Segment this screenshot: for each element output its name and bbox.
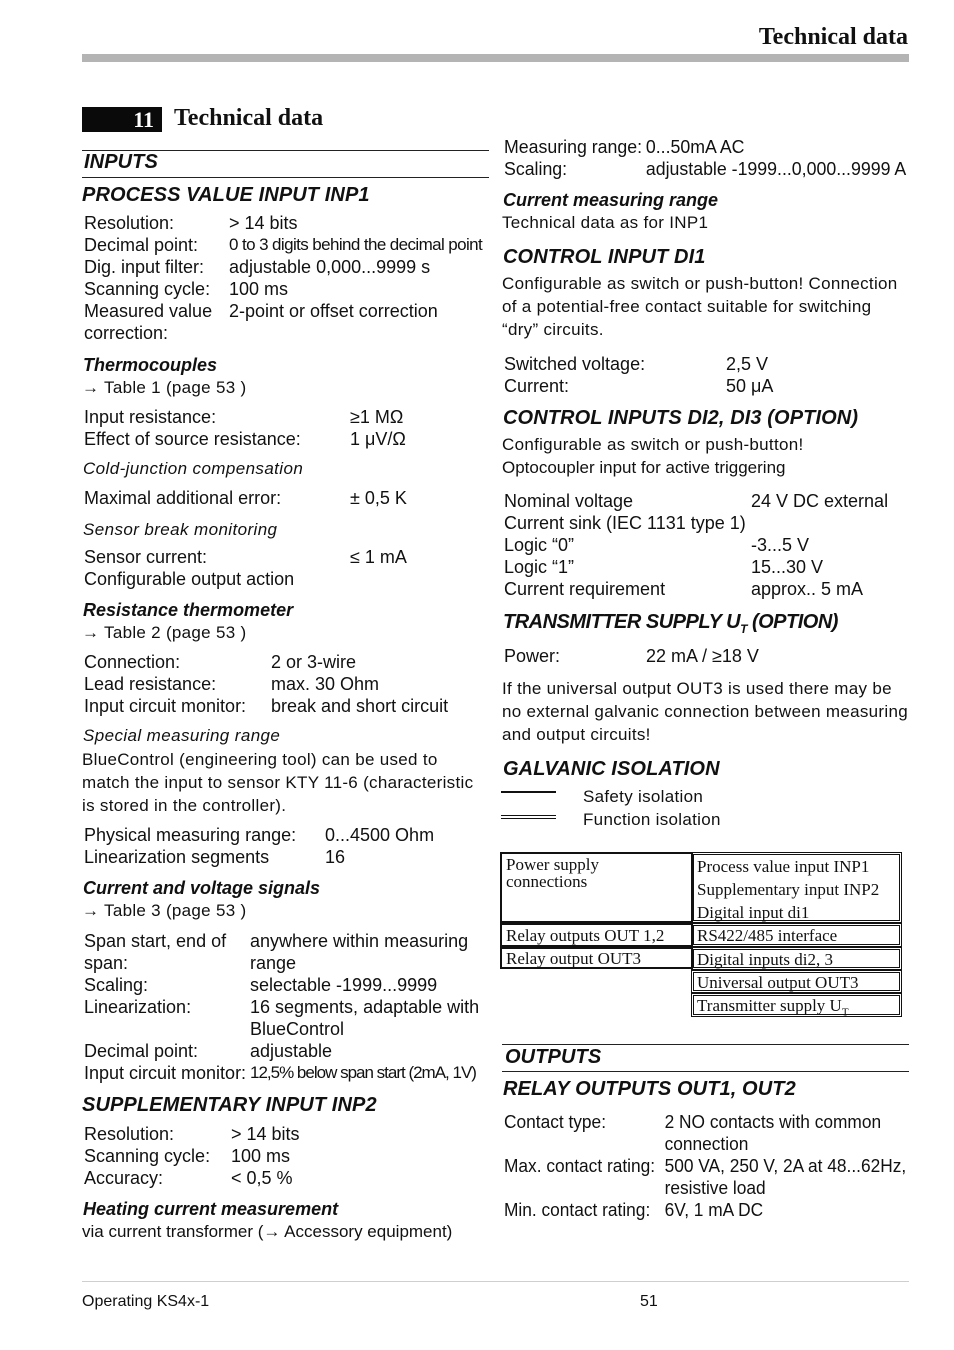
inputs-bottom-rule <box>82 177 489 178</box>
kv-row <box>504 556 888 578</box>
function-isolation-line-a <box>501 815 556 816</box>
kv-key: Scanning cycle: <box>84 1146 211 1166</box>
kv-value: ≥1 MΩ <box>350 407 404 427</box>
kv-key: Lead resistance: <box>84 674 217 694</box>
kv-key: Span start, end of <box>84 931 227 951</box>
kv-key: Current: <box>504 376 570 396</box>
range-table <box>504 136 906 180</box>
cmr-text: Technical data as for INP1 <box>502 213 709 232</box>
kv-row <box>84 673 448 695</box>
cv-table <box>84 930 479 1084</box>
rtd-table <box>84 651 448 717</box>
kv-value: 0...4500 Ohm <box>325 825 435 845</box>
kv-row <box>84 996 479 1018</box>
kv-key: Dig. input filter: <box>84 257 205 277</box>
kv-key: Scanning cycle: <box>84 279 211 299</box>
special-table <box>84 824 434 868</box>
kv-key: Decimal point: <box>84 1041 199 1061</box>
kv-value: 2,5 V <box>726 354 769 374</box>
kv-row <box>84 428 406 450</box>
iso-transmitter-text: Transmitter supply U <box>697 996 842 1015</box>
kv-key: Configurable output action <box>84 569 295 589</box>
kv-key: Power: <box>504 646 561 666</box>
kv-row <box>84 278 482 300</box>
kv-key: Linearization segments <box>84 847 270 867</box>
kv-row <box>504 534 888 556</box>
thermo-heading: Thermocouples <box>83 355 218 375</box>
special-heading: Special measuring range <box>83 726 281 745</box>
special-text: BlueControl (engineering tool) can be used to match the input to sensor KTY 11-6 (characteristic is stored in the controller). <box>82 750 474 815</box>
kv-key: Max. contact rating: <box>504 1156 656 1176</box>
kv-value: 24 V DC external <box>751 491 889 511</box>
kv-key: Effect of source resistance: <box>84 429 301 449</box>
safety-isolation-line <box>501 791 556 793</box>
kv-row <box>84 1040 479 1062</box>
kv-row <box>504 1177 906 1199</box>
kv-row <box>84 234 482 256</box>
kv-key: Resolution: <box>84 213 175 233</box>
ts-heading-text: TRANSMITTER SUPPLY U <box>503 611 741 633</box>
di23-table <box>504 490 888 600</box>
kv-value: 100 ms <box>229 279 289 299</box>
kv-row <box>84 406 406 428</box>
kv-value: ± 0,5 K <box>350 488 407 508</box>
kv-row <box>84 846 434 868</box>
kv-key: Resolution: <box>84 1124 175 1144</box>
di23-line1: Configurable as switch or push-button! <box>502 435 804 454</box>
kv-key: correction: <box>84 323 169 343</box>
sensor-table <box>84 546 407 590</box>
chapter-title: Technical data <box>174 105 324 131</box>
kv-key: Measured value <box>84 301 213 321</box>
kv-key: Accuracy: <box>84 1168 164 1188</box>
kv-value: max. 30 Ohm <box>271 674 380 694</box>
inp1-heading: PROCESS VALUE INPUT INP1 <box>82 184 370 206</box>
kv-value: ≤ 1 mA <box>350 547 407 567</box>
kv-value: 2-point or offset correction <box>229 301 438 321</box>
kv-value: 100 ms <box>231 1146 291 1166</box>
di1-heading: CONTROL INPUT DI1 <box>503 246 706 268</box>
kv-value: 0...50mA AC <box>645 137 745 157</box>
kv-row <box>504 375 773 397</box>
iso-universal-output: Universal output OUT3 <box>691 970 902 993</box>
kv-value: connection <box>664 1134 749 1154</box>
kv-value: 12,5% below span start (2mA, 1V) <box>250 1063 476 1082</box>
kv-row <box>504 1133 906 1155</box>
heat-heading: Heating current measurement <box>83 1199 339 1219</box>
heat-text: via current transformer (→ Accessory equipment) <box>82 1222 453 1241</box>
kv-row <box>84 695 448 717</box>
kv-row <box>504 490 888 512</box>
kv-value: BlueControl <box>250 1019 345 1039</box>
header-title: Technical data <box>758 24 908 50</box>
kv-key: Current requirement <box>504 579 666 599</box>
kv-value: 2 or 3-wire <box>271 652 357 672</box>
kv-key: Input circuit monitor: <box>84 1063 247 1083</box>
ts-text: If the universal output OUT3 is used there may be no external galvanic connection between measuring and output circuits! <box>502 679 908 744</box>
outputs-top-rule <box>502 1044 909 1045</box>
kv-row <box>84 930 479 952</box>
cmr-heading: Current measuring range <box>503 190 719 210</box>
cv-ref: → Table 3 (page 53 ) <box>82 901 247 920</box>
kv-key: Decimal point: <box>84 235 199 255</box>
di1-text: Configurable as switch or push-button! Connection of a potential-free contact suitable for switching “dry” circuits. <box>502 274 898 339</box>
function-isolation-label: Function isolation <box>583 810 721 829</box>
kv-row <box>84 256 482 278</box>
cold-table <box>84 487 407 509</box>
footer-page-number: 51 <box>640 1293 658 1310</box>
kv-key: Min. contact rating: <box>504 1200 651 1220</box>
kv-row <box>504 136 906 158</box>
kv-value: > 14 bits <box>229 213 298 233</box>
kv-row <box>504 353 773 375</box>
sensor-heading: Sensor break monitoring <box>83 520 278 539</box>
ts-table <box>504 645 759 667</box>
kv-value: adjustable 0,000...9999 s <box>229 257 431 277</box>
kv-value: 15...30 V <box>751 557 824 577</box>
kv-key: Connection: <box>84 652 181 672</box>
kv-value: resistive load <box>664 1178 766 1198</box>
kv-value: range <box>250 953 297 973</box>
kv-key: Scaling: <box>84 975 149 995</box>
kv-value: > 14 bits <box>231 1124 300 1144</box>
inputs-heading: INPUTS <box>84 151 158 173</box>
kv-key: Logic “0” <box>504 535 575 555</box>
outputs-heading: OUTPUTS <box>505 1046 602 1068</box>
kv-key: Input circuit monitor: <box>84 696 247 716</box>
chapter-number: 11 <box>82 107 162 132</box>
kv-row <box>84 1145 300 1167</box>
iso-transmitter-supply <box>691 993 902 1017</box>
kv-row <box>84 568 407 590</box>
kv-key: span: <box>84 953 129 973</box>
kv-key: Switched voltage: <box>504 354 646 374</box>
kv-value: 500 VA, 250 V, 2A at 48...62Hz, <box>664 1156 907 1176</box>
kv-row <box>84 1018 479 1040</box>
kv-key: Nominal voltage <box>504 491 634 511</box>
kv-key: Physical measuring range: <box>84 825 297 845</box>
kv-row <box>84 212 482 234</box>
iso-transmitter-sub: T <box>841 1006 849 1019</box>
di23-heading: CONTROL INPUTS DI2, DI3 (OPTION) <box>503 407 859 429</box>
kv-key: Measuring range: <box>504 137 643 157</box>
iso-relay-out3: Relay output OUT3 <box>500 947 693 969</box>
kv-value: break and short circuit <box>271 696 449 716</box>
inp2-heading: SUPPLEMENTARY INPUT INP2 <box>82 1094 377 1116</box>
safety-isolation-label: Safety isolation <box>583 787 704 806</box>
kv-row <box>504 1155 906 1177</box>
iso-power-line: connections <box>506 872 588 891</box>
kv-row <box>504 578 888 600</box>
kv-value: 6V, 1 mA DC <box>664 1200 764 1220</box>
kv-value: 0 to 3 digits behind the decimal point <box>229 235 483 254</box>
kv-row <box>84 651 448 673</box>
ts-heading <box>503 611 838 636</box>
kv-value: selectable -1999...9999 <box>250 975 438 995</box>
galv-heading: GALVANIC ISOLATION <box>503 758 720 780</box>
kv-value: 16 <box>325 847 346 867</box>
kv-value: adjustable <box>250 1041 333 1061</box>
kv-row <box>84 1123 300 1145</box>
iso-digital-inputs: Digital inputs di2, 3 <box>691 947 902 970</box>
kv-row <box>504 1199 906 1221</box>
kv-value: 16 segments, adaptable with <box>250 997 480 1017</box>
kv-row <box>504 158 906 180</box>
kv-value: 22 mA / ≥18 V <box>646 646 759 666</box>
kv-key: Input resistance: <box>84 407 217 427</box>
kv-row <box>504 512 888 534</box>
cold-heading: Cold-junction compensation <box>83 459 304 478</box>
kv-key: Contact type: <box>504 1112 607 1132</box>
kv-row <box>504 645 759 667</box>
thermo-ref: → Table 1 (page 53 ) <box>82 378 247 397</box>
kv-value: adjustable -1999...0,000...9999 A <box>645 159 907 179</box>
footer-document-name: Operating KS4x-1 <box>82 1293 210 1310</box>
iso-power-supply <box>500 852 693 923</box>
iso-relay-out12: Relay outputs OUT 1,2 <box>500 923 693 947</box>
kv-value: 50 μA <box>726 376 774 396</box>
iso-power-line: Power supply <box>506 855 600 874</box>
kv-key: Linearization: <box>84 997 192 1017</box>
iso-process-line: Process value input INP1 <box>697 857 870 876</box>
inp2-table <box>84 1123 300 1189</box>
iso-process-line: Digital input di1 <box>697 903 810 922</box>
iso-process-line: Supplementary input INP2 <box>697 880 880 899</box>
kv-row <box>84 322 482 344</box>
cv-heading: Current and voltage signals <box>83 878 321 898</box>
kv-key: Scaling: <box>504 159 568 179</box>
di1-table <box>504 353 773 397</box>
kv-row <box>84 824 434 846</box>
function-isolation-line-b <box>501 818 556 819</box>
kv-row <box>504 1111 906 1133</box>
relay-heading: RELAY OUTPUTS OUT1, OUT2 <box>503 1078 796 1100</box>
iso-process-inputs <box>691 852 902 923</box>
kv-value: < 0,5 % <box>231 1168 293 1188</box>
rtd-ref: → Table 2 (page 53 ) <box>82 623 247 642</box>
kv-key: Current sink (IEC 1131 type 1) <box>504 513 746 533</box>
thermo-table <box>84 406 406 450</box>
kv-value: 2 NO contacts with common <box>664 1112 882 1132</box>
kv-row <box>84 1062 479 1084</box>
footer-rule <box>82 1281 909 1282</box>
kv-key: Sensor current: <box>84 547 208 567</box>
inp1-table <box>84 212 482 344</box>
ts-heading-sub: T <box>740 622 747 636</box>
ts-heading-tail: (OPTION) <box>746 611 838 633</box>
kv-value: 1 μV/Ω <box>350 429 406 449</box>
header-bar <box>82 54 909 62</box>
kv-row <box>84 974 479 996</box>
kv-row <box>84 952 479 974</box>
kv-row <box>84 487 407 509</box>
iso-rs-interface: RS422/485 interface <box>691 923 902 947</box>
kv-row <box>84 300 482 322</box>
kv-row <box>84 546 407 568</box>
kv-row <box>84 1167 300 1189</box>
di23-line2: Optocoupler input for active triggering <box>502 458 786 477</box>
kv-key: Maximal additional error: <box>84 488 282 508</box>
kv-value: -3...5 V <box>751 535 810 555</box>
relay-table <box>504 1111 906 1221</box>
kv-value: approx.. 5 mA <box>751 579 864 599</box>
kv-value: anywhere within measuring <box>250 931 469 951</box>
rtd-heading: Resistance thermometer <box>83 600 294 620</box>
kv-key: Logic “1” <box>504 557 575 577</box>
outputs-bottom-rule <box>502 1071 909 1072</box>
